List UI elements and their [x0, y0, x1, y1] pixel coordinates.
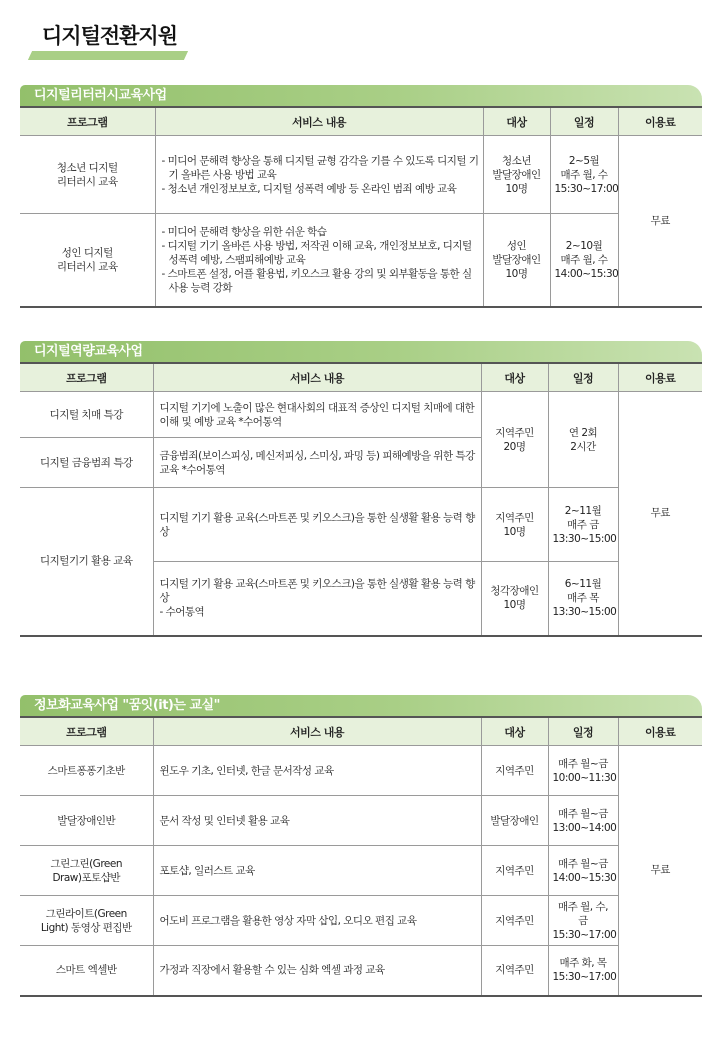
service-content: 포토샵, 일러스트 교육: [153, 846, 481, 896]
section-it-classroom: [20, 695, 702, 997]
target-cell: 지역주민: [481, 746, 548, 796]
table-header-row: [20, 363, 702, 392]
header-target: 대상: [481, 717, 548, 746]
table-row: [20, 214, 702, 307]
service-item: - 미디어 문해력 향상을 통해 디지털 균형 감각을 기를 수 있도록 디지털 기기 올바른 사용 방법 교육: [161, 154, 479, 181]
header-fee: 이용료: [618, 363, 702, 392]
program-table: [20, 106, 702, 308]
program-name: 디지털 금융범죄 특강: [20, 438, 153, 488]
service-item: - 청소년 개인정보보호, 디지털 성폭력 예방 등 온라인 범죄 예방 교육: [161, 182, 457, 195]
table-row: [20, 392, 702, 438]
header-program: 프로그램: [20, 363, 153, 392]
target-cell: 성인 발달장애인 10명: [483, 214, 550, 307]
fee-cell: 무료: [618, 136, 702, 307]
schedule-cell: 2~5월 매주 월, 수 15:30~17:00: [550, 136, 618, 214]
target-cell: 청소년 발달장애인 10명: [483, 136, 550, 214]
title-underline: [28, 51, 188, 60]
service-content: 금융범죄(보이스피싱, 메신저피싱, 스미싱, 파밍 등) 피해예방을 위한 특강 교육 *수어통역: [153, 438, 481, 488]
program-table: [20, 362, 702, 637]
service-content: 디지털 기기 활용 교육(스마트폰 및 키오스크)을 통한 실생활 활용 능력 향상: [153, 488, 481, 562]
schedule-cell: 연 2회 2시간: [548, 392, 618, 488]
service-item: - 스마트폰 설정, 어플 활용법, 키오스크 활용 강의 및 외부활동을 통한 실사용 능력 강화: [161, 267, 472, 294]
target-cell: 청각장애인 10명: [481, 562, 548, 636]
header-fee: 이용료: [618, 107, 702, 136]
section-digital-literacy: [20, 85, 702, 308]
service-content: [155, 214, 483, 307]
program-name: 디지털기기 활용 교육: [20, 488, 153, 636]
target-cell: 지역주민 20명: [481, 392, 548, 488]
service-item: - 디지털 기기 올바른 사용 방법, 저작권 이해 교육, 개인정보보호, 디지털 성폭력 예방, 스팸피해예방 교육: [161, 239, 472, 266]
table-row: [20, 488, 702, 562]
schedule-cell: 매주 월~금 13:00~14:00: [548, 796, 618, 846]
header-schedule: 일정: [550, 107, 618, 136]
header-service: 서비스 내용: [153, 363, 481, 392]
table-row: [20, 946, 702, 996]
target-cell: 지역주민: [481, 896, 548, 946]
table-header-row: [20, 717, 702, 746]
service-content: 디지털 기기에 노출이 많은 현대사회의 대표적 증상인 디지털 치매에 대한 이해 및 예방 교육 *수어통역: [153, 392, 481, 438]
service-content: 가정과 직장에서 활용할 수 있는 심화 엑셀 과정 교육: [153, 946, 481, 996]
schedule-cell: 매주 월~금 14:00~15:30: [548, 846, 618, 896]
section-banner: 정보화교육사업 "꿈잇(it)는 교실": [20, 695, 702, 716]
schedule-cell: 6~11월 매주 목 13:30~15:00: [548, 562, 618, 636]
program-name: 발달장애인반: [20, 796, 153, 846]
fee-cell: 무료: [618, 746, 702, 996]
table-row: [20, 846, 702, 896]
program-name: 스마트퐁퐁기초반: [20, 746, 153, 796]
target-cell: 지역주민 10명: [481, 488, 548, 562]
header-program: 프로그램: [20, 717, 153, 746]
schedule-cell: 2~11월 매주 금 13:30~15:00: [548, 488, 618, 562]
section-digital-competency: [20, 341, 702, 637]
table-row: [20, 896, 702, 946]
program-name: 스마트 엑셀반: [20, 946, 153, 996]
header-target: 대상: [481, 363, 548, 392]
schedule-cell: 매주 월, 수, 금 15:30~17:00: [548, 896, 618, 946]
header-fee: 이용료: [618, 717, 702, 746]
service-content: 어도비 프로그램을 활용한 영상 자막 삽입, 오디오 편집 교육: [153, 896, 481, 946]
program-name: 성인 디지털 리터러시 교육: [20, 214, 155, 307]
schedule-cell: 2~10월 매주 월, 수 14:00~15:30: [550, 214, 618, 307]
target-cell: 발달장애인: [481, 796, 548, 846]
program-name: 그린라이트(Green Light) 동영상 편집반: [20, 896, 153, 946]
service-content: [155, 136, 483, 214]
header-service: 서비스 내용: [155, 107, 483, 136]
section-banner: 디지털역량교육사업: [20, 341, 702, 362]
fee-cell: 무료: [618, 392, 702, 636]
program-name: 청소년 디지털 리터러시 교육: [20, 136, 155, 214]
schedule-cell: 매주 월~금 10:00~11:30: [548, 746, 618, 796]
program-name: 그린그린(Green Draw)포토샵반: [20, 846, 153, 896]
service-content: 문서 작성 및 인터넷 활용 교육: [153, 796, 481, 846]
header-schedule: 일정: [548, 717, 618, 746]
service-item: - 미디어 문해력 향상을 위한 쉬운 학습: [161, 225, 327, 238]
schedule-cell: 매주 화, 목 15:30~17:00: [548, 946, 618, 996]
header-target: 대상: [483, 107, 550, 136]
section-banner: 디지털리터러시교육사업: [20, 85, 702, 106]
table-row: [20, 746, 702, 796]
program-name: 디지털 치매 특강: [20, 392, 153, 438]
page-title: 디지털전환지원: [42, 24, 178, 48]
program-table: [20, 716, 702, 997]
target-cell: 지역주민: [481, 846, 548, 896]
header-program: 프로그램: [20, 107, 155, 136]
target-cell: 지역주민: [481, 946, 548, 996]
table-row: [20, 796, 702, 846]
header-schedule: 일정: [548, 363, 618, 392]
header-service: 서비스 내용: [153, 717, 481, 746]
service-content: 디지털 기기 활용 교육(스마트폰 및 키오스크)을 통한 실생활 활용 능력 향상 - 수어통역: [153, 562, 481, 636]
table-row: [20, 136, 702, 214]
table-header-row: [20, 107, 702, 136]
service-content: 윈도우 기초, 인터넷, 한글 문서작성 교육: [153, 746, 481, 796]
